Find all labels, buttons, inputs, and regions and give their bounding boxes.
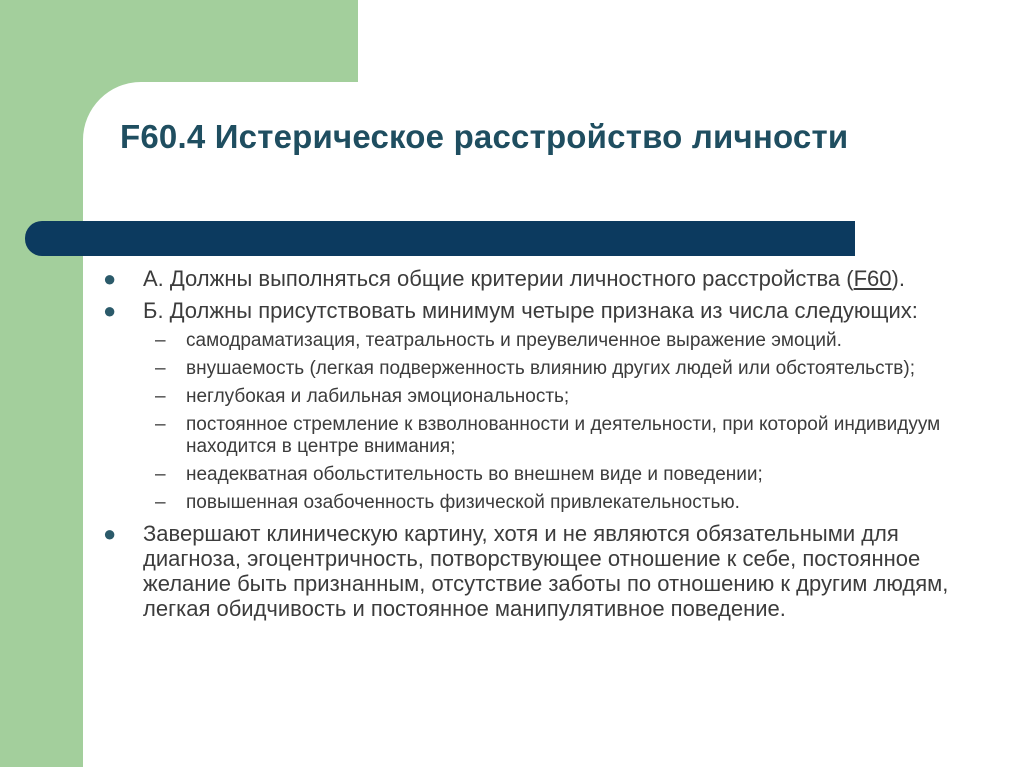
bullet-point-c — [103, 521, 993, 621]
bullet-point-a — [103, 266, 993, 291]
criteria-item — [103, 464, 993, 486]
criteria-item-text: постоянное стремление к взволнованности и деятельности, при которой индивидуум находится в центре внимания; — [186, 414, 941, 457]
point-a-suffix: ). — [891, 266, 905, 291]
dash-icon: – — [155, 414, 166, 435]
dash-icon: – — [155, 464, 166, 485]
criteria-list — [103, 330, 993, 514]
dash-icon: – — [155, 358, 166, 379]
point-a-text: А. Должны выполняться общие критерии личностного расстройства ( — [143, 266, 854, 291]
bullet-icon: ● — [103, 298, 117, 323]
point-b-text: Б. Должны присутствовать минимум четыре признака из числа следующих: — [143, 298, 918, 323]
slide-title: F60.4 Истерическое расстройство личности — [120, 118, 849, 155]
criteria-item-text: неадекватная обольстительность во внешнем виде и поведении; — [186, 464, 763, 485]
criteria-item-text: самодраматизация, театральность и преувеличенное выражение эмоций. — [186, 330, 842, 351]
point-c-text: Завершают клиническую картину, хотя и не являются обязательными для диагноза, эгоцентричность, потворствующее отношение к себе, постоянное желание быть признанным, отсутствие заботы по отношению к другим людям, легкая обидчивость и постоянное манипулятивное поведение. — [143, 521, 949, 621]
dash-icon: – — [155, 330, 166, 351]
title-divider-bar — [25, 221, 855, 256]
bullet-icon: ● — [103, 521, 117, 546]
bullet-icon: ● — [103, 266, 117, 291]
criteria-item — [103, 414, 993, 458]
criteria-item — [103, 492, 993, 514]
criteria-item — [103, 358, 993, 380]
dash-icon: – — [155, 492, 166, 513]
criteria-item-text: внушаемость (легкая подверженность влиянию других людей или обстоятельств); — [186, 358, 915, 379]
criteria-item — [103, 330, 993, 352]
criteria-item-text: неглубокая и лабильная эмоциональность; — [186, 386, 570, 407]
slide-content — [103, 266, 993, 628]
dash-icon: – — [155, 386, 166, 407]
criteria-item-text: повышенная озабоченность физической привлекательностью. — [186, 492, 740, 513]
f60-link[interactable]: F60 — [853, 266, 892, 291]
criteria-item — [103, 386, 993, 408]
bullet-point-b — [103, 298, 993, 323]
